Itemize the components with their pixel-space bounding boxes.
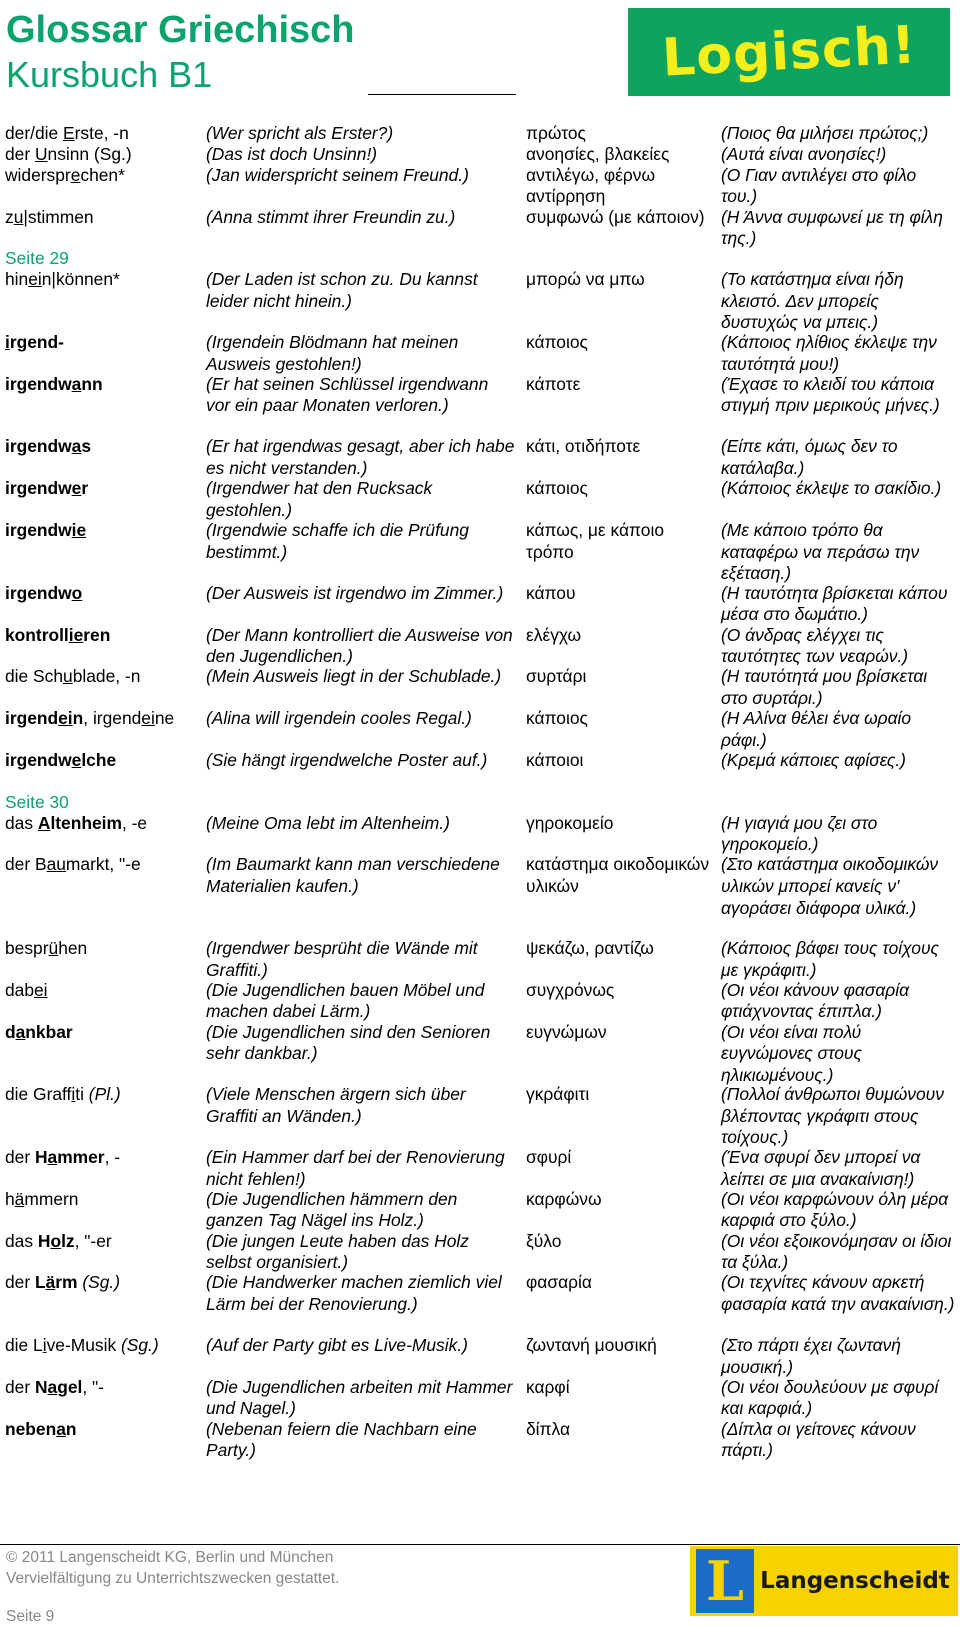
table-row <box>0 813 960 855</box>
german-term: irgendein, irgendeine <box>5 708 175 729</box>
section-heading: Seite 30 <box>5 791 69 812</box>
page-number: Seite 9 <box>6 1608 55 1625</box>
table-row <box>0 1377 960 1419</box>
german-term: zu|stimmen <box>5 206 94 227</box>
greek-translation: ελέγχω <box>526 624 582 645</box>
greek-example: (Οι νέοι εξοικονόμησαν οι ίδιοι τα ξύλα.) <box>721 1230 952 1273</box>
table-row <box>0 1272 960 1335</box>
german-example: (Irgendwer besprüht die Wände mit Graffiti.) <box>206 937 478 980</box>
german-example: (Anna stimmt ihrer Freundin zu.) <box>206 206 456 227</box>
greek-translation: κάποιος <box>526 708 588 729</box>
german-example: (Er hat seinen Schlüssel irgendwann vor ein paar Monaten verloren.) <box>206 373 489 416</box>
copyright-text: © 2011 Langenscheidt KG, Berlin und München <box>6 1549 334 1566</box>
german-term: besprühen <box>5 937 88 958</box>
table-row <box>0 1147 960 1189</box>
section-heading-row <box>0 792 960 813</box>
greek-example: (Είπε κάτι, όμως δεν το κατάλαβα.) <box>721 436 898 479</box>
footer-divider <box>0 1544 960 1545</box>
german-term: der/die Erste, -n <box>5 123 129 143</box>
german-example: (Ein Hammer darf bei der Renovierung nicht fehlen!) <box>206 1146 505 1189</box>
german-example: (Die Jugendlichen hämmern den ganzen Tag Nägel ins Holz.) <box>206 1188 458 1231</box>
greek-example: (Κάποιος βάφει τους τοίχους με γκράφιτι.) <box>721 937 939 980</box>
greek-example: (Έχασε το κλειδί του κάποια στιγμή πριν μερικούς μήνες.) <box>721 373 940 416</box>
german-term: hinein|können* <box>5 269 120 290</box>
greek-example: (Η γιαγιά μου ζει στο γηροκομείο.) <box>721 812 878 855</box>
table-row <box>0 436 960 478</box>
greek-example: (Ποιος θα μιλήσει πρώτος;) <box>721 123 929 143</box>
greek-translation: συγχρόνως <box>526 979 615 1000</box>
table-row <box>0 980 960 1022</box>
table-row <box>0 1022 960 1085</box>
german-example: (Irgendwer hat den Rucksack gestohlen.) <box>206 478 433 520</box>
greek-translation: συρτάρι <box>526 666 587 687</box>
greek-example: (Στο κατάστημα οικοδομικών υλικών μπορεί κανείς ν' αγοράσει διάφορα υλικά.) <box>721 854 939 918</box>
greek-translation: φασαρία <box>526 1272 592 1293</box>
greek-translation: κάποιοι <box>526 749 584 770</box>
greek-example: (Αυτά είναι ανοησίες!) <box>721 143 887 164</box>
german-term: nebenan <box>5 1418 77 1439</box>
table-row <box>0 520 960 583</box>
logo-text: Logisch! <box>660 15 918 89</box>
greek-example: (Η Άννα συμφωνεί με τη φίλη της.) <box>721 206 943 249</box>
publisher-name: Langenscheidt <box>760 1568 950 1594</box>
greek-translation: καρφώνω <box>526 1188 602 1209</box>
greek-example: (Στο πάρτι έχει ζωντανή μουσική.) <box>721 1335 901 1377</box>
german-example: (Auf der Party gibt es Live-Musik.) <box>206 1335 468 1356</box>
german-example: (Wer spricht als Erster?) <box>206 123 394 143</box>
german-example: (Der Mann kontrolliert die Ausweise von den Jugendlichen.) <box>206 624 513 667</box>
greek-example: (Οι νέοι δουλεύουν με σφυρί και καρφιά.) <box>721 1376 939 1419</box>
german-term: irgendwer <box>5 478 89 499</box>
table-row <box>0 854 960 938</box>
german-term: hämmern <box>5 1188 79 1209</box>
german-example: (Sie hängt irgendwelche Poster auf.) <box>206 749 488 770</box>
greek-translation: μπορώ να μπω <box>526 269 645 290</box>
greek-translation: κατάστημα οικοδομικών υλικών <box>526 854 710 896</box>
german-term: das Holz, "-er <box>5 1230 112 1251</box>
german-example: (Meine Oma lebt im Altenheim.) <box>206 812 450 833</box>
table-row <box>0 625 960 667</box>
table-row <box>0 1084 960 1147</box>
greek-translation: κάποιος <box>526 478 588 499</box>
table-row <box>0 708 960 750</box>
german-term: widersprechen* <box>5 164 125 185</box>
greek-example: (Κάποιος ηλίθιος έκλεψε την ταυτότητά μου!) <box>721 331 937 374</box>
table-row <box>0 583 960 625</box>
page-subtitle: Kursbuch B1 <box>6 54 213 95</box>
greek-translation: αντιλέγω, φέρνω αντίρρηση <box>526 164 656 207</box>
table-row <box>0 144 960 165</box>
table-row <box>0 1335 960 1377</box>
table-row <box>0 1419 960 1461</box>
table-row <box>0 269 960 332</box>
greek-translation: κάποιος <box>526 331 588 352</box>
german-term: der Hammer, - <box>5 1146 121 1167</box>
greek-example: (Κρεμά κάποιες αφίσες.) <box>721 749 906 770</box>
greek-translation: κάπου <box>526 582 576 603</box>
section-heading-row <box>0 248 960 269</box>
greek-example: (Οι νέοι κάνουν φασαρία φτιάχνοντας έπιπλα.) <box>721 979 909 1022</box>
greek-example: (Το κατάστημα είναι ήδη κλειστό. Δεν μπορείς δυστυχώς να μπεις.) <box>721 269 904 333</box>
german-example: (Alina will irgendein cooles Regal.) <box>206 708 472 729</box>
greek-example: (Οι τεχνίτες κάνουν αρκετή φασαρία κατά την ανακαίνιση.) <box>721 1272 955 1314</box>
greek-example: (Η ταυτότητά μου βρίσκεται στο συρτάρι.) <box>721 666 928 708</box>
table-row <box>0 123 960 144</box>
german-term: irgendwelche <box>5 749 117 770</box>
german-example: (Er hat irgendwas gesagt, aber ich habe es nicht verstanden.) <box>206 436 515 479</box>
german-example: (Der Ausweis ist irgendwo im Zimmer.) <box>206 582 504 603</box>
german-example: (Nebenan feiern die Nachbarn eine Party.) <box>206 1418 477 1461</box>
greek-example: (Ένα σφυρί δεν μπορεί να λείπει σε μια ανακαίνιση!) <box>721 1146 921 1189</box>
logisch-logo <box>628 8 950 96</box>
german-term: irgend- <box>5 331 64 352</box>
table-row <box>0 478 960 520</box>
german-term: dabei <box>5 979 48 1000</box>
german-term: der Unsinn (Sg.) <box>5 143 132 164</box>
langenscheidt-l-icon <box>696 1549 754 1613</box>
greek-translation: γηροκομείο <box>526 812 614 833</box>
german-term: die Live-Musik (Sg.) <box>5 1335 159 1356</box>
german-example: (Die jungen Leute haben das Holz selbst organisiert.) <box>206 1230 469 1273</box>
german-example: (Die Handwerker machen ziemlich viel Lärm bei der Renovierung.) <box>206 1272 502 1314</box>
german-example: (Jan widerspricht seinem Freund.) <box>206 164 469 185</box>
langenscheidt-logo <box>690 1546 958 1616</box>
table-row <box>0 1231 960 1273</box>
greek-example: (Ο άνδρας ελέγχει τις ταυτότητες των νεαρών.) <box>721 624 909 667</box>
greek-example: (Κάποιος έκλεψε το σακίδιο.) <box>721 478 942 499</box>
german-term: der Nagel, "- <box>5 1376 104 1397</box>
table-row <box>0 750 960 792</box>
german-term: der Lärm (Sg.) <box>5 1272 121 1293</box>
german-example: (Der Laden ist schon zu. Du kannst leider nicht hinein.) <box>206 269 478 311</box>
greek-translation: σφυρί <box>526 1146 572 1167</box>
german-example: (Die Jugendlichen bauen Möbel und machen dabei Lärm.) <box>206 979 485 1022</box>
greek-translation: καρφί <box>526 1376 570 1397</box>
greek-example: (Η Αλίνα θέλει ένα ωραίο ράφι.) <box>721 708 912 750</box>
greek-translation: ψεκάζω, ραντίζω <box>526 937 654 958</box>
logo-letter: L <box>706 1549 744 1613</box>
greek-translation: ευγνώμων <box>526 1021 607 1042</box>
german-term: die Schublade, -n <box>5 666 141 687</box>
greek-translation: πρώτος <box>526 123 586 143</box>
greek-translation: ζωντανή μουσική <box>526 1335 657 1356</box>
german-example: (Viele Menschen ärgern sich über Graffiti an Wänden.) <box>206 1084 466 1126</box>
table-row <box>0 938 960 980</box>
greek-translation: γκράφιτι <box>526 1084 590 1105</box>
greek-example: (Δίπλα οι γείτονες κάνουν πάρτι.) <box>721 1418 916 1461</box>
german-term: irgendwo <box>5 582 83 603</box>
greek-translation: δίπλα <box>526 1418 571 1439</box>
permission-text: Vervielfältigung zu Unterrichtszwecken gestattet. <box>6 1570 340 1587</box>
german-term: das Altenheim, -e <box>5 812 148 833</box>
german-term: irgendwann <box>5 373 103 394</box>
german-example: (Mein Ausweis liegt in der Schublade.) <box>206 666 502 687</box>
german-term: dankbar <box>5 1021 73 1042</box>
greek-example: (Ο Γιαν αντιλέγει στο φίλο του.) <box>721 164 917 207</box>
german-example: (Die Jugendlichen sind den Senioren sehr dankbar.) <box>206 1021 491 1064</box>
german-example: (Irgendein Blödmann hat meinen Ausweis gestohlen!) <box>206 331 459 374</box>
german-term: der Baumarkt, "-e <box>5 854 141 875</box>
german-term: die Graffiti (Pl.) <box>5 1084 121 1105</box>
section-heading: Seite 29 <box>5 248 69 269</box>
table-row <box>0 165 960 207</box>
greek-translation: κάπως, με κάποιο τρόπο <box>526 520 665 562</box>
greek-example: (Πολλοί άνθρωποι θυμώνουν βλέποντας γκράφιτι στους τοίχους.) <box>721 1084 944 1148</box>
german-term: irgendwas <box>5 436 92 457</box>
german-example: (Die Jugendlichen arbeiten mit Hammer und Nagel.) <box>206 1376 513 1419</box>
greek-translation: ανοησίες, βλακείες <box>526 143 670 164</box>
greek-translation: συμφωνώ (με κάποιον) <box>526 206 705 227</box>
table-row <box>0 207 960 249</box>
german-example: (Das ist doch Unsinn!) <box>206 143 378 164</box>
table-row <box>0 332 960 374</box>
greek-example: (Οι νέοι καρφώνουν όλη μέρα καρφιά στο ξύλο.) <box>721 1188 949 1231</box>
table-row <box>0 1189 960 1231</box>
german-term: kontrollieren <box>5 624 111 645</box>
greek-translation: κάποτε <box>526 373 581 394</box>
german-example: (Irgendwie schaffe ich die Prüfung bestimmt.) <box>206 520 469 562</box>
page-title: Glossar Griechisch <box>6 9 355 51</box>
german-term: irgendwie <box>5 520 87 541</box>
table-row <box>0 374 960 437</box>
greek-translation: ξύλο <box>526 1230 562 1251</box>
table-row <box>0 666 960 708</box>
title-underline <box>368 94 516 95</box>
greek-example: (Η ταυτότητα βρίσκεται κάπου μέσα στο δωμάτιο.) <box>721 582 948 625</box>
glossary-table <box>0 123 960 1460</box>
greek-translation: κάτι, οτιδήποτε <box>526 436 641 457</box>
greek-example: (Οι νέοι είναι πολύ ευγνώμονες στους ηλικιωμένους.) <box>721 1021 862 1085</box>
greek-example: (Με κάποιο τρόπο θα καταφέρω να περάσω την εξέταση.) <box>721 520 920 584</box>
german-example: (Im Baumarkt kann man verschiedene Materialien kaufen.) <box>206 854 500 896</box>
